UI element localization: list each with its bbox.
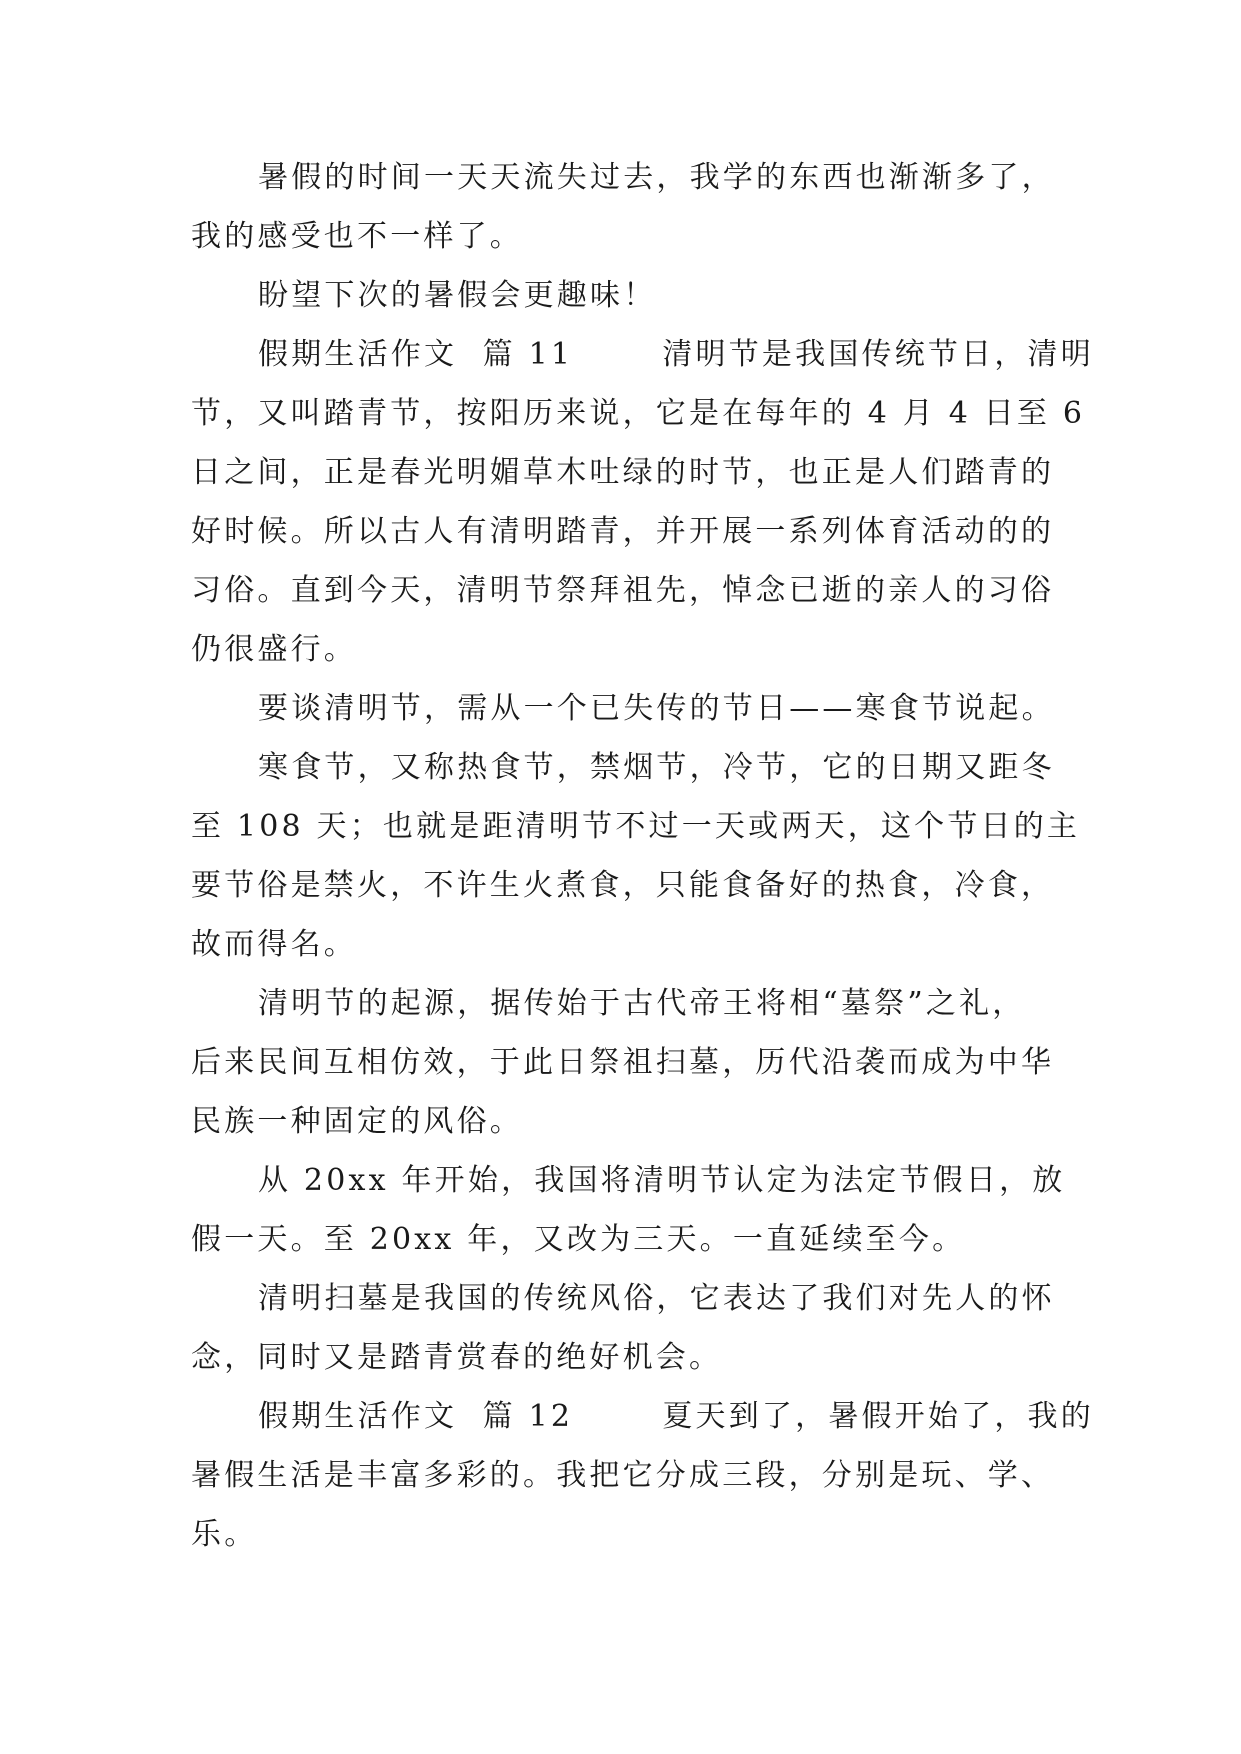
text-line: 暑假的时间一天天流失过去，我学的东西也渐渐多了，	[258, 160, 1055, 195]
text-line: 节，又叫踏青节，按阳历来说，它是在每年的 4 月 4 日至 6	[191, 396, 1086, 431]
text-line: 寒食节，又称热食节，禁烟节，冷节，它的日期又距冬	[258, 750, 1055, 785]
text-line: 习俗。直到今天，清明节祭拜祖先，悼念已逝的亲人的习俗	[191, 573, 1055, 608]
text-line: 念，同时又是踏青赏春的绝好机会。	[191, 1340, 723, 1375]
text-line: 后来民间互相仿效，于此日祭祖扫墓，历代沿袭而成为中华	[191, 1045, 1055, 1080]
section-heading-line: 假期生活作文 篇 12 夏天到了，暑假开始了，我的	[258, 1399, 1094, 1434]
text-line: 假一天。至 20xx 年，又改为三天。一直延续至今。	[191, 1222, 966, 1257]
text-line: 从 20xx 年开始，我国将清明节认定为法定节假日，放	[258, 1163, 1066, 1198]
text-line: 故而得名。	[191, 927, 357, 962]
text-line: 日之间，正是春光明媚草木吐绿的时节，也正是人们踏青的	[191, 455, 1055, 490]
text-line: 民族一种固定的风俗。	[191, 1104, 523, 1139]
text-line: 清明扫墓是我国的传统风俗，它表达了我们对先人的怀	[258, 1281, 1055, 1316]
text-line: 至 108 天；也就是距清明节不过一天或两天，这个节日的主	[191, 809, 1081, 844]
section-heading-line: 假期生活作文 篇 11 清明节是我国传统节日，清明	[258, 337, 1094, 372]
text-line: 乐。	[191, 1517, 258, 1552]
text-line: 要谈清明节，需从一个已失传的节日——寒食节说起。	[258, 691, 1055, 726]
text-line: 要节俗是禁火，不许生火煮食，只能食备好的热食，冷食，	[191, 868, 1055, 903]
text-line: 清明节的起源，据传始于古代帝王将相“墓祭”之礼，	[258, 986, 1026, 1021]
text-line: 好时候。所以古人有清明踏青，并开展一系列体育活动的的	[191, 514, 1055, 549]
text-line: 我的感受也不一样了。	[191, 219, 523, 254]
text-line: 盼望下次的暑假会更趣味！	[258, 278, 657, 313]
text-line: 仍很盛行。	[191, 632, 357, 667]
text-line: 暑假生活是丰富多彩的。我把它分成三段，分别是玩、学、	[191, 1458, 1055, 1493]
